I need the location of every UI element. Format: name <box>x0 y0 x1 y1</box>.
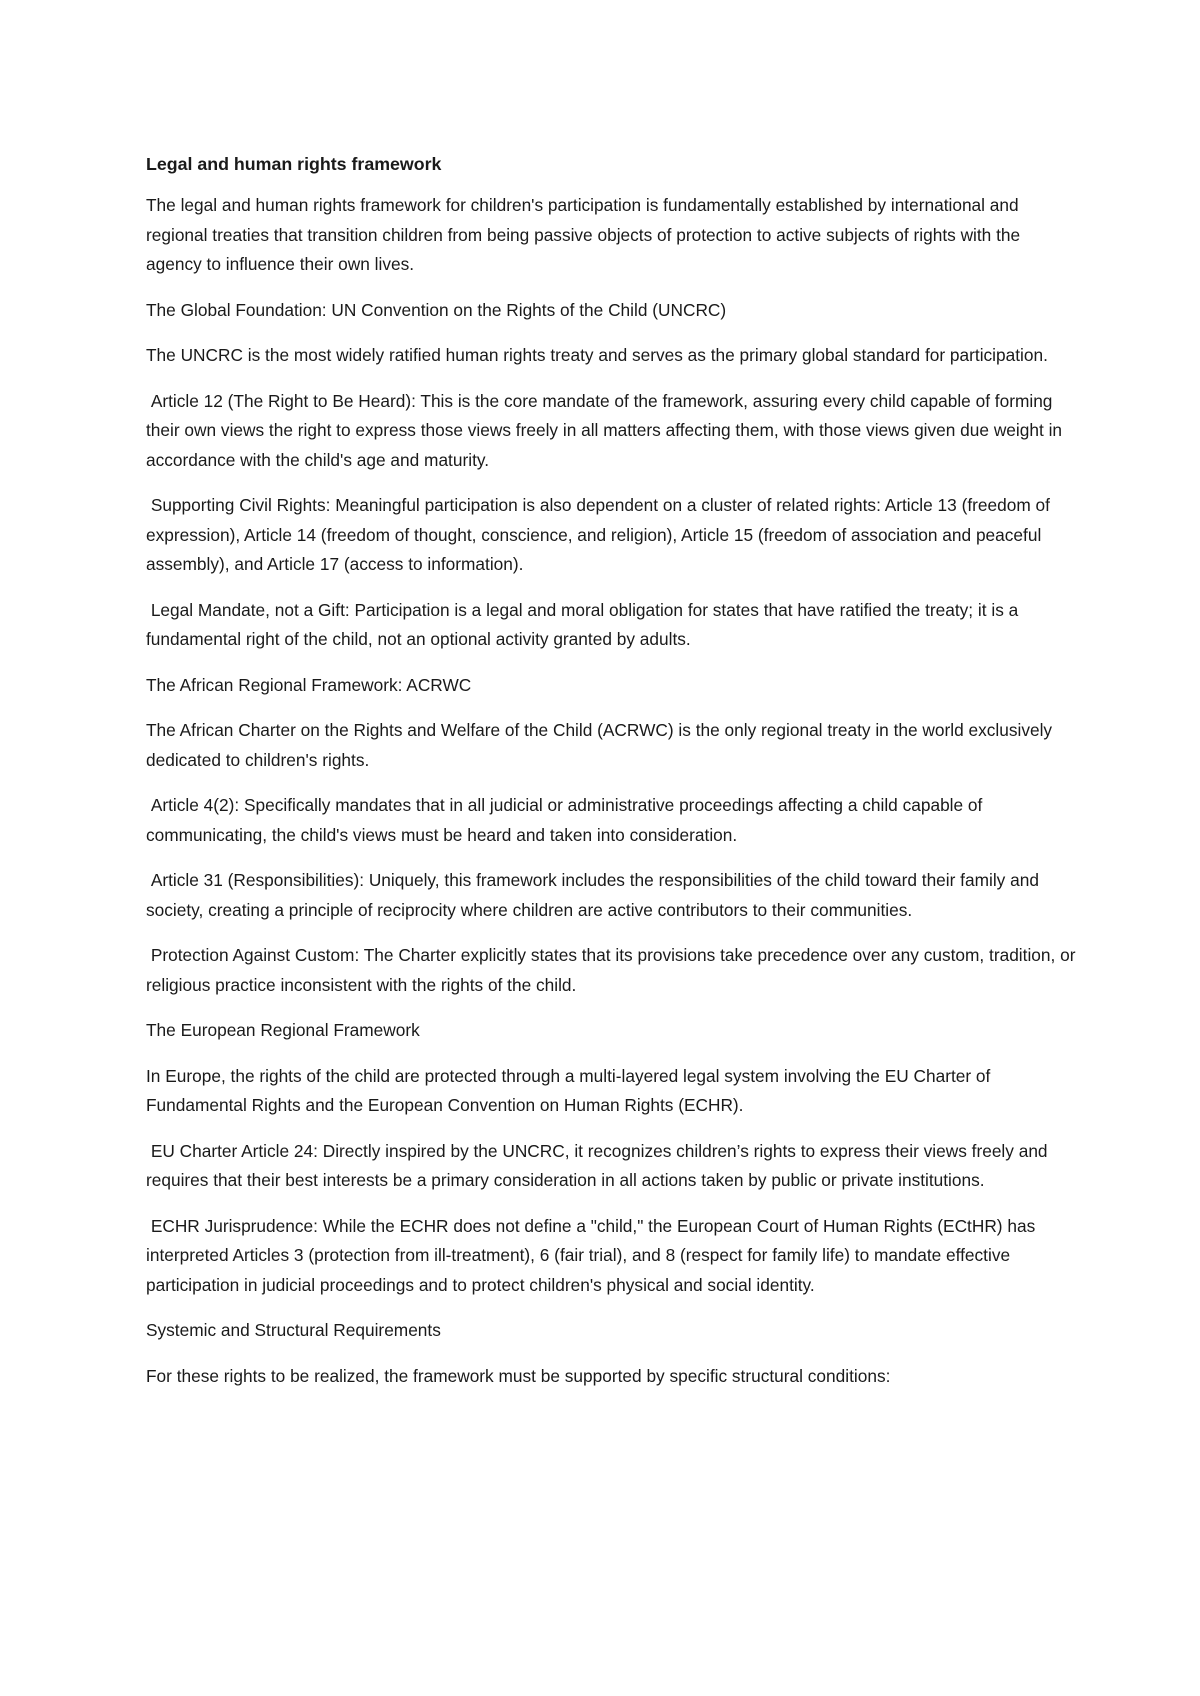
paragraph-eu-charter-article-24: EU Charter Article 24: Directly inspired by the UNCRC, it recognizes children’s rights to express their views freely and requires that their best interests be a primary consideration in all actions taken by public or private institutions. <box>146 1140 1053 1190</box>
paragraph-systemic-intro: For these rights to be realized, the framework must be supported by specific structural conditions: <box>146 1365 891 1386</box>
paragraph-european-intro: In Europe, the rights of the child are protected through a multi-layered legal system involving the EU Charter of Fundamental Rights and the European Convention on Human Rights (ECHR). <box>146 1065 991 1115</box>
document-body <box>146 150 1081 1407</box>
intro-paragraph: The legal and human rights framework for children's participation is fundamentally established by international and regional treaties that transition children from being passive objects of protection to active subjects of rights with the agency to influence their own lives. <box>146 195 1021 274</box>
paragraph-article-12: Article 12 (The Right to Be Heard): This is the core mandate of the framework, assuring every child capable of forming their own views the right to express those views freely in all matters affecting them, with those views given due weight in accordance with the child's age and maturity. <box>146 390 1067 470</box>
paragraph-supporting-civil-rights: Supporting Civil Rights: Meaningful participation is also dependent on a cluster of related rights: Article 13 (freedom of expression), Article 14 (freedom of thought, conscience, and religion), Article 15 (freedom of association and peaceful assembly), and Article 17 (access to information). <box>146 495 1055 574</box>
section-heading-acrwc: The African Regional Framework: ACRWC <box>146 674 472 695</box>
paragraph-uncrc-intro: The UNCRC is the most widely ratified human rights treaty and serves as the primary global standard for participation. <box>146 345 1048 365</box>
paragraph-article-31: Article 31 (Responsibilities): Uniquely, this framework includes the responsibilities of the child toward their family and society, creating a principle of reciprocity where children are active contributors to their communities. <box>146 870 1044 920</box>
section-heading-uncrc: The Global Foundation: UN Convention on the Rights of the Child (UNCRC) <box>146 299 727 320</box>
paragraph-protection-against-custom: Protection Against Custom: The Charter explicitly states that its provisions take precedence over any custom, tradition, or religious practice inconsistent with the rights of the child. <box>146 945 1081 995</box>
paragraph-legal-mandate: Legal Mandate, not a Gift: Participation is a legal and moral obligation for states that have ratified the treaty; it is a fundamental right of the child, not an optional activity granted by adults. <box>146 599 1024 649</box>
section-heading-european: The European Regional Framework <box>146 1020 420 1040</box>
paragraph-acrwc-intro: The African Charter on the Rights and Welfare of the Child (ACRWC) is the only regional treaty in the world exclusively dedicated to children's rights. <box>146 720 1053 770</box>
document-title: Legal and human rights framework <box>146 154 442 174</box>
paragraph-echr-jurisprudence: ECHR Jurisprudence: While the ECHR does not define a "child," the European Court of Human Rights (ECtHR) has interpreted Articles 3 (protection from ill-treatment), 6 (fair trial), and 8 (respect for family life) to mandate effective participation in judicial proceedings and to protect children's physical and social identity. <box>146 1215 1041 1295</box>
section-heading-systemic: Systemic and Structural Requirements <box>146 1320 441 1340</box>
paragraph-article-4-2: Article 4(2): Specifically mandates that in all judicial or administrative proceedings affecting a child capable of communicating, the child's views must be heard and taken into consideration. <box>146 795 988 845</box>
